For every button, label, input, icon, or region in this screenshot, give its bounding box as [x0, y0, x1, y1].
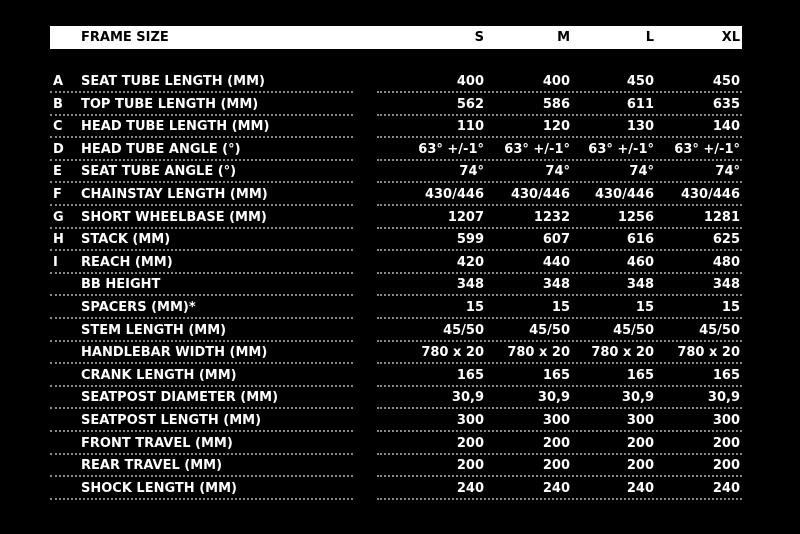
row-divider-left — [50, 385, 353, 387]
value-size-m: 63° +/-1° — [504, 141, 570, 157]
row-divider-right — [377, 204, 742, 206]
value-size-l: 30,9 — [621, 390, 654, 406]
row-letter: H — [53, 232, 64, 248]
value-size-xl: 1281 — [703, 209, 740, 225]
value-size-s: 348 — [456, 277, 484, 293]
row-letter: E — [53, 164, 62, 180]
row-label: SEAT TUBE LENGTH (MM) — [81, 74, 265, 89]
value-size-xl: 45/50 — [699, 322, 740, 338]
table-row — [50, 321, 742, 343]
row-label: SPACERS (MM)* — [81, 300, 196, 315]
value-size-m: 200 — [542, 458, 570, 474]
row-divider-left — [50, 136, 353, 138]
size-m-header: M — [557, 30, 570, 45]
row-label: STACK (MM) — [81, 232, 171, 248]
row-divider-right — [377, 317, 742, 319]
value-size-l: 240 — [626, 480, 654, 496]
value-size-s: 200 — [456, 435, 484, 451]
row-label: REAR TRAVEL (MM) — [81, 458, 223, 474]
value-size-m: 780 x 20 — [507, 345, 570, 361]
row-letter: B — [53, 96, 63, 112]
value-size-s: 430/446 — [424, 187, 484, 202]
geometry-table-header — [50, 26, 742, 49]
row-divider-right — [377, 498, 742, 500]
row-label: CHAINSTAY LENGTH (MM) — [81, 187, 268, 202]
row-label: FRONT TRAVEL (MM) — [81, 435, 233, 451]
table-row — [50, 162, 742, 184]
row-label: SHORT WHEELBASE (MM) — [81, 209, 267, 225]
value-size-m: 348 — [542, 277, 570, 293]
value-size-l: 780 x 20 — [591, 345, 654, 361]
value-size-m: 1232 — [533, 209, 570, 225]
size-l-header: L — [645, 30, 654, 45]
table-row — [50, 208, 742, 230]
row-divider-right — [377, 475, 742, 477]
table-row — [50, 434, 742, 456]
value-size-xl: 165 — [712, 367, 740, 383]
row-divider-right — [377, 114, 742, 116]
size-xl-header: XL — [721, 30, 740, 45]
value-size-xl: 15 — [721, 300, 740, 315]
row-divider-right — [377, 181, 742, 183]
row-label: STEM LENGTH (MM) — [81, 322, 227, 338]
value-size-l: 74° — [629, 164, 654, 180]
value-size-xl: 240 — [712, 480, 740, 496]
row-divider-left — [50, 430, 353, 432]
row-label: SEATPOST DIAMETER (MM) — [81, 390, 279, 406]
row-letter: D — [53, 141, 64, 157]
value-size-l: 450 — [626, 74, 654, 89]
value-size-l: 200 — [626, 458, 654, 474]
value-size-m: 120 — [542, 119, 570, 135]
table-row — [50, 298, 742, 320]
row-divider-right — [377, 430, 742, 432]
value-size-s: 165 — [456, 367, 484, 383]
row-letter: A — [53, 74, 64, 89]
value-size-xl: 430/446 — [680, 187, 740, 202]
value-size-s: 240 — [456, 480, 484, 496]
table-row — [50, 230, 742, 252]
value-size-s: 400 — [456, 74, 484, 89]
value-size-s: 599 — [456, 232, 484, 248]
row-divider-left — [50, 249, 353, 251]
value-size-l: 165 — [626, 367, 654, 383]
value-size-m: 300 — [542, 413, 570, 428]
row-divider-right — [377, 294, 742, 296]
value-size-l: 130 — [626, 119, 654, 135]
row-divider-left — [50, 498, 353, 500]
frame-size-label: FRAME SIZE — [81, 30, 169, 45]
value-size-m: 15 — [551, 300, 570, 315]
table-row — [50, 140, 742, 162]
value-size-l: 430/446 — [594, 187, 654, 202]
value-size-l: 300 — [626, 413, 654, 428]
row-letter: I — [53, 254, 58, 270]
row-divider-left — [50, 453, 353, 455]
row-divider-left — [50, 204, 353, 206]
row-divider-left — [50, 159, 353, 161]
table-row — [50, 388, 742, 410]
value-size-m: 430/446 — [510, 187, 570, 202]
value-size-xl: 780 x 20 — [677, 345, 740, 361]
row-divider-left — [50, 91, 353, 93]
value-size-l: 348 — [626, 277, 654, 293]
row-label: TOP TUBE LENGTH (MM) — [81, 96, 259, 112]
row-letter: C — [53, 119, 63, 135]
row-label: CRANK LENGTH (MM) — [81, 367, 237, 383]
value-size-s: 300 — [456, 413, 484, 428]
value-size-xl: 480 — [712, 254, 740, 270]
value-size-s: 780 x 20 — [421, 345, 484, 361]
table-row — [50, 366, 742, 388]
value-size-m: 240 — [542, 480, 570, 496]
table-row — [50, 95, 742, 117]
row-divider-left — [50, 475, 353, 477]
value-size-xl: 450 — [712, 74, 740, 89]
table-row — [50, 117, 742, 139]
value-size-s: 1207 — [447, 209, 484, 225]
value-size-m: 74° — [545, 164, 570, 180]
row-divider-right — [377, 227, 742, 229]
row-divider-right — [377, 159, 742, 161]
row-divider-left — [50, 272, 353, 274]
table-row — [50, 411, 742, 433]
value-size-s: 74° — [459, 164, 484, 180]
row-divider-right — [377, 340, 742, 342]
row-label: HEAD TUBE ANGLE (°) — [81, 141, 241, 157]
value-size-l: 460 — [626, 254, 654, 270]
value-size-m: 607 — [542, 232, 570, 248]
value-size-xl: 200 — [712, 458, 740, 474]
table-row — [50, 343, 742, 365]
table-row — [50, 72, 742, 94]
value-size-s: 15 — [465, 300, 484, 315]
row-divider-left — [50, 294, 353, 296]
value-size-l: 616 — [626, 232, 654, 248]
row-divider-right — [377, 249, 742, 251]
value-size-xl: 300 — [712, 413, 740, 428]
value-size-s: 30,9 — [451, 390, 484, 406]
size-s-header: S — [474, 30, 484, 45]
row-divider-left — [50, 114, 353, 116]
value-size-s: 110 — [456, 119, 484, 135]
row-label: BB HEIGHT — [81, 277, 161, 293]
value-size-l: 1256 — [617, 209, 654, 225]
row-letter: F — [53, 187, 62, 202]
row-divider-left — [50, 362, 353, 364]
row-divider-left — [50, 407, 353, 409]
row-label: SEAT TUBE ANGLE (°) — [81, 164, 237, 180]
row-divider-right — [377, 453, 742, 455]
value-size-xl: 140 — [712, 119, 740, 135]
value-size-xl: 200 — [712, 435, 740, 451]
value-size-m: 165 — [542, 367, 570, 383]
value-size-l: 611 — [626, 96, 654, 112]
value-size-m: 400 — [542, 74, 570, 89]
value-size-m: 440 — [542, 254, 570, 270]
value-size-s: 63° +/-1° — [418, 141, 484, 157]
table-row — [50, 456, 742, 478]
row-label: REACH (MM) — [81, 254, 173, 270]
value-size-xl: 625 — [712, 232, 740, 248]
row-label: SEATPOST LENGTH (MM) — [81, 413, 262, 428]
value-size-l: 15 — [635, 300, 654, 315]
value-size-s: 420 — [456, 254, 484, 270]
value-size-m: 200 — [542, 435, 570, 451]
table-row — [50, 253, 742, 275]
row-letter: G — [53, 209, 64, 225]
row-divider-left — [50, 340, 353, 342]
row-label: HANDLEBAR WIDTH (MM) — [81, 345, 268, 361]
value-size-l: 200 — [626, 435, 654, 451]
value-size-s: 200 — [456, 458, 484, 474]
value-size-m: 30,9 — [537, 390, 570, 406]
value-size-xl: 74° — [715, 164, 740, 180]
row-label: SHOCK LENGTH (MM) — [81, 480, 237, 496]
value-size-xl: 63° +/-1° — [674, 141, 740, 157]
row-divider-right — [377, 385, 742, 387]
value-size-l: 63° +/-1° — [588, 141, 654, 157]
row-label: HEAD TUBE LENGTH (MM) — [81, 119, 270, 135]
row-divider-left — [50, 317, 353, 319]
row-divider-right — [377, 136, 742, 138]
value-size-s: 45/50 — [443, 322, 484, 338]
row-divider-left — [50, 227, 353, 229]
row-divider-right — [377, 407, 742, 409]
value-size-m: 586 — [542, 96, 570, 112]
row-divider-right — [377, 362, 742, 364]
value-size-xl: 348 — [712, 277, 740, 293]
table-row — [50, 479, 742, 501]
row-divider-left — [50, 181, 353, 183]
row-divider-right — [377, 272, 742, 274]
value-size-s: 562 — [456, 96, 484, 112]
table-row — [50, 185, 742, 207]
value-size-m: 45/50 — [529, 322, 570, 338]
value-size-xl: 30,9 — [707, 390, 740, 406]
row-divider-right — [377, 91, 742, 93]
value-size-xl: 635 — [712, 96, 740, 112]
table-row — [50, 275, 742, 297]
value-size-l: 45/50 — [613, 322, 654, 338]
